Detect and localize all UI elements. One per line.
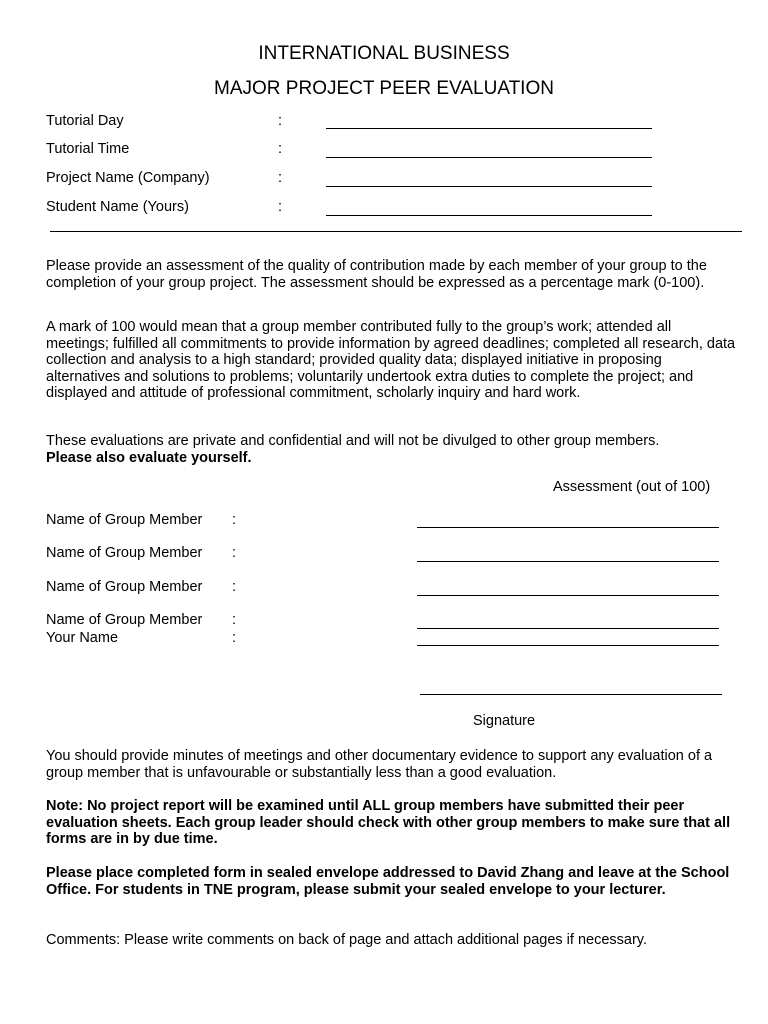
member-score-line[interactable] (417, 527, 719, 528)
member-colon: : (232, 579, 237, 595)
evidence-paragraph: You should provide minutes of meetings and other documentary evidence to support any evaluation of a group member that is unfavourable or substantially less than a good evaluation. (46, 748, 713, 781)
your-name-colon: : (232, 630, 237, 646)
field-label: Student Name (Yours) (46, 199, 189, 215)
member-score-line[interactable] (417, 595, 719, 596)
field-label: Tutorial Day (46, 113, 124, 129)
mark-description-paragraph: A mark of 100 would mean that a group member contributed fully to the group’s work; attended all meetings; fulfilled all commitments to provide information by agreed deadlines; completed all research, data collection and analysis to a high standard; provided quality data; displayed initiative in proposing alternatives and solutions to problems; voluntarily undertook extra duties to complete the project; and displayed and attitude of professional commitment, scholarly inquiry and hard work. (46, 319, 736, 402)
member-label: Name of Group Member (46, 612, 203, 628)
section-divider (50, 231, 742, 232)
comments-paragraph: Comments: Please write comments on back of page and attach additional pages if necessary. (46, 932, 647, 948)
field-colon: : (278, 199, 283, 215)
member-label: Name of Group Member (46, 579, 203, 595)
member-label: Name of Group Member (46, 545, 203, 561)
self-score-line[interactable] (417, 645, 719, 646)
member-score-line[interactable] (417, 628, 719, 629)
project-name-line[interactable] (326, 186, 652, 187)
field-colon: : (278, 170, 283, 186)
form-title: INTERNATIONAL BUSINESS (258, 43, 510, 64)
tutorial-time-line[interactable] (326, 157, 652, 158)
tutorial-day-line[interactable] (326, 128, 652, 129)
form-subtitle: MAJOR PROJECT PEER EVALUATION (214, 78, 554, 99)
field-label: Tutorial Time (46, 141, 130, 157)
assessment-header: Assessment (out of 100) (553, 479, 711, 495)
student-name-line[interactable] (326, 215, 652, 216)
member-colon: : (232, 512, 237, 528)
confidential-paragraph (46, 433, 736, 466)
signature-label: Signature (473, 713, 536, 729)
member-label: Name of Group Member (46, 512, 203, 528)
field-colon: : (278, 113, 283, 129)
field-colon: : (278, 141, 283, 157)
signature-line[interactable] (420, 694, 722, 695)
intro-paragraph: Please provide an assessment of the quality of contribution made by each member of your group to the completion of your group project. The assessment should be expressed as a percentage mark (0-100). (46, 258, 707, 291)
member-score-line[interactable] (417, 561, 719, 562)
member-colon: : (232, 545, 237, 561)
evaluate-yourself-text: Please also evaluate yourself. (46, 449, 252, 466)
confidential-text: These evaluations are private and confidential and will not be divulged to other group members. (46, 433, 660, 449)
member-colon: : (232, 612, 237, 628)
your-name-label: Your Name (46, 630, 119, 646)
field-label: Project Name (Company) (46, 170, 210, 186)
note-paragraph: Note: No project report will be examined until ALL group members have submitted their peer evaluation sheets. Each group leader should check with other group members to make sure that all forms are in by due time. (46, 798, 731, 848)
submission-paragraph: Please place completed form in sealed envelope addressed to David Zhang and leave at the School Office. For students in TNE program, please submit your sealed envelope to your lecturer. (46, 865, 730, 898)
